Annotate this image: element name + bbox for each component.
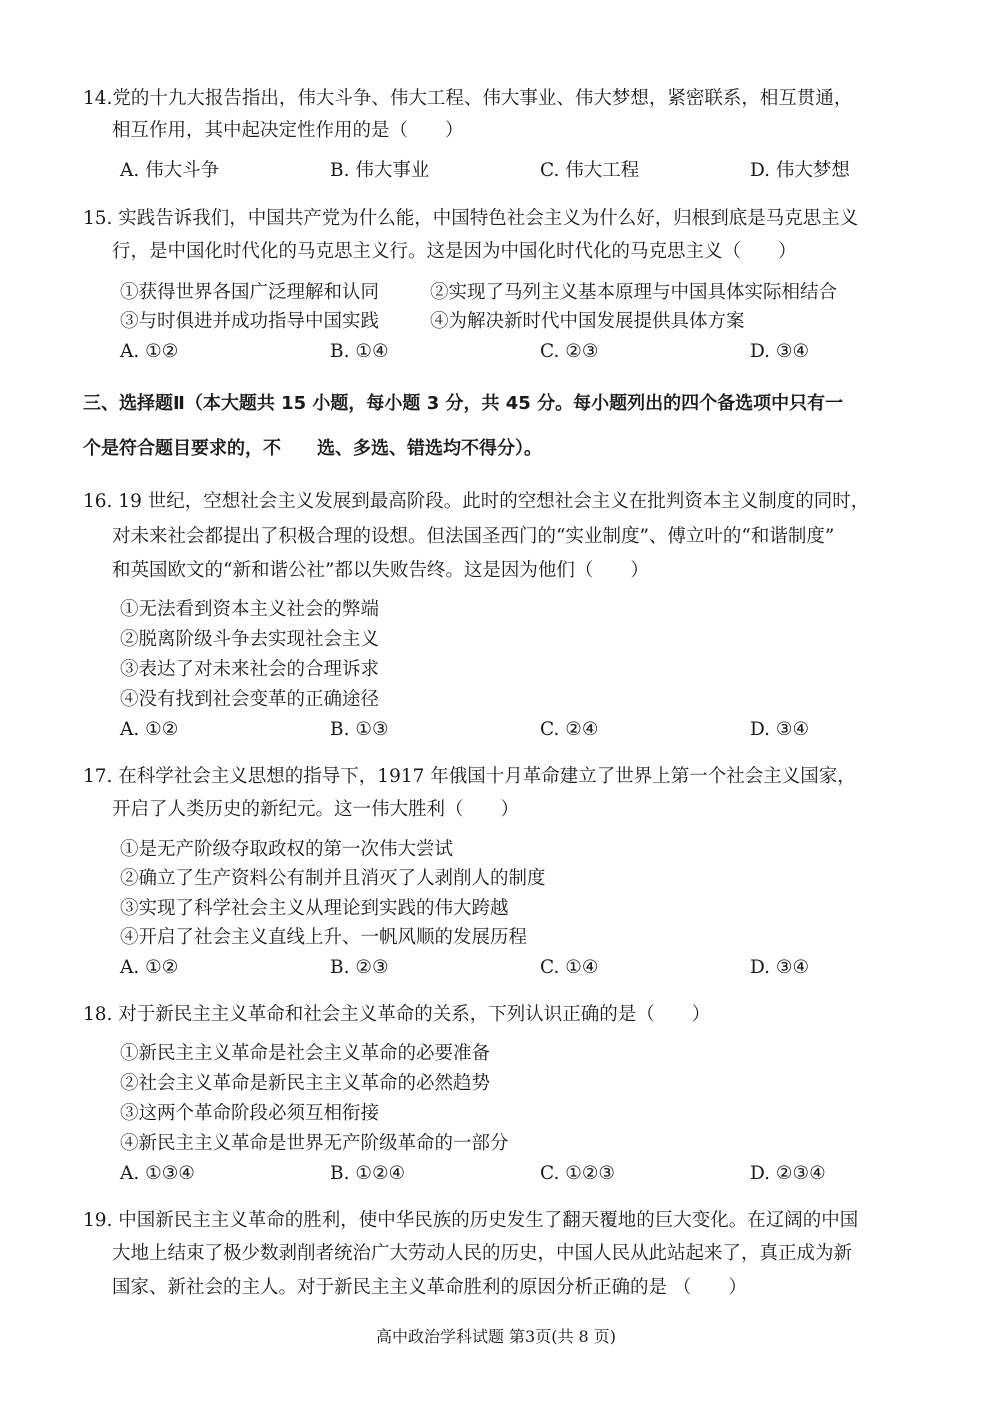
q15-stem-line2: 行，是中国化时代化的马克思主义行。这是因为中国化时代化的马克思主义（ ） — [112, 241, 797, 262]
q15-statement-3: ③与时俱进并成功指导中国实践 — [120, 311, 380, 332]
q14-option-d: D. 伟大梦想 — [750, 160, 850, 181]
q15-stem-line1: 15. 实践告诉我们，中国共产党为什么能，中国特色社会主义为什么好，归根到底是马克思主义 — [83, 208, 859, 229]
q15-option-b: B. ①④ — [330, 341, 389, 362]
q17-option-b: B. ②③ — [330, 957, 389, 978]
q18-option-a: A. ①③④ — [120, 1163, 195, 1184]
q14-options — [0, 158, 992, 184]
q17-statement-3: ③实现了科学社会主义从理论到实践的伟大跨越 — [120, 898, 509, 919]
q18-option-b: B. ①②④ — [330, 1163, 406, 1184]
q14-stem-line1: 14.党的十九大报告指出，伟大斗争、伟大工程、伟大事业、伟大梦想，紧密联系，相互贯通， — [83, 88, 853, 109]
q19-stem-line3: 国家、新社会的主人。对于新民主主义革命胜利的原因分析正确的是 （ ） — [112, 1277, 747, 1298]
q15-statement-2: ②实现了马列主义基本原理与中国具体实际相结合 — [430, 282, 838, 303]
q18-statement-1: ①新民主主义革命是社会主义革命的必要准备 — [120, 1043, 491, 1064]
q16-option-c: C. ②④ — [540, 719, 599, 740]
q17-stem-line1: 17. 在科学社会主义思想的指导下，1917 年俄国十月革命建立了世界上第一个社会主义国家， — [83, 766, 856, 787]
q15-statement-4: ④为解决新时代中国发展提供具体方案 — [430, 311, 745, 332]
q17-statement-2: ②确立了生产资料公有制并且消灭了人剥削人的制度 — [120, 868, 546, 889]
q15-statements-row1 — [0, 280, 992, 306]
q18-statement-2: ②社会主义革命是新民主主义革命的必然趋势 — [120, 1073, 491, 1094]
q18-option-d: D. ②③④ — [750, 1163, 826, 1184]
q19-stem-line2: 大地上结束了极少数剥削者统治广大劳动人民的历史，中国人民从此站起来了，真正成为新 — [112, 1243, 853, 1264]
q18-statement-3: ③这两个革命阶段必须互相衔接 — [120, 1103, 380, 1124]
q18-options — [0, 1161, 992, 1187]
q16-stem-line3: 和英国欧文的“新和谐公社”都以失败告终。这是因为他们（ ） — [112, 560, 649, 581]
q16-options — [0, 717, 992, 743]
q16-option-b: B. ①③ — [330, 719, 389, 740]
q15-option-a: A. ①② — [120, 341, 179, 362]
q16-stem-line2: 对未来社会都提出了积极合理的设想。但法国圣西门的“实业制度”、傅立叶的“和谐制度” — [112, 526, 835, 547]
q14-option-a: A. 伟大斗争 — [120, 160, 220, 181]
q14-option-b: B. 伟大事业 — [330, 160, 430, 181]
q16-statement-4: ④没有找到社会变革的正确途径 — [120, 689, 380, 710]
q18-statement-4: ④新民主主义革命是世界无产阶级革命的一部分 — [120, 1133, 509, 1154]
q16-option-a: A. ①② — [120, 719, 179, 740]
q17-option-c: C. ①④ — [540, 957, 599, 978]
q15-option-c: C. ②③ — [540, 341, 599, 362]
q14-stem-line2: 相互作用，其中起决定性作用的是（ ） — [112, 120, 464, 141]
section3-heading-line1: 三、选择题Ⅱ（本大题共 15 小题，每小题 3 分，共 45 分。每小题列出的四个备选项中只有一 — [83, 393, 844, 414]
q17-statement-1: ①是无产阶级夺取政权的第一次伟大尝试 — [120, 839, 454, 860]
q16-statement-2: ②脱离阶级斗争去实现社会主义 — [120, 629, 380, 650]
q15-statements-row2 — [0, 309, 992, 335]
q17-option-a: A. ①② — [120, 957, 179, 978]
section3-heading-line2: 个是符合题目要求的，不 选、多选、错选均不得分）。 — [83, 438, 542, 459]
q19-stem-line1: 19. 中国新民主主义革命的胜利，使中华民族的历史发生了翻天覆地的巨大变化。在辽阔的中国 — [83, 1210, 859, 1231]
q15-options — [0, 339, 992, 365]
q16-stem-line1: 16. 19 世纪，空想社会主义发展到最高阶段。此时的空想社会主义在批判资本主义制度的同时， — [83, 491, 870, 512]
q16-statement-1: ①无法看到资本主义社会的弊端 — [120, 599, 380, 620]
q15-option-d: D. ③④ — [750, 341, 810, 362]
q15-statement-1: ①获得世界各国广泛理解和认同 — [120, 282, 380, 303]
q14-option-c: C. 伟大工程 — [540, 160, 640, 181]
q17-option-d: D. ③④ — [750, 957, 810, 978]
q18-option-c: C. ①②③ — [540, 1163, 616, 1184]
q17-statement-4: ④开启了社会主义直线上升、一帆风顺的发展历程 — [120, 927, 528, 948]
q17-stem-line2: 开启了人类历史的新纪元。这一伟大胜利（ ） — [112, 799, 520, 820]
page-footer: 高中政治学科试题 第3页(共 8 页) — [375, 1327, 617, 1346]
q18-stem-line1: 18. 对于新民主主义革命和社会主义革命的关系，下列认识正确的是（ ） — [83, 1004, 711, 1025]
q17-options — [0, 955, 992, 981]
q16-statement-3: ③表达了对未来社会的合理诉求 — [120, 659, 380, 680]
q16-option-d: D. ③④ — [750, 719, 810, 740]
